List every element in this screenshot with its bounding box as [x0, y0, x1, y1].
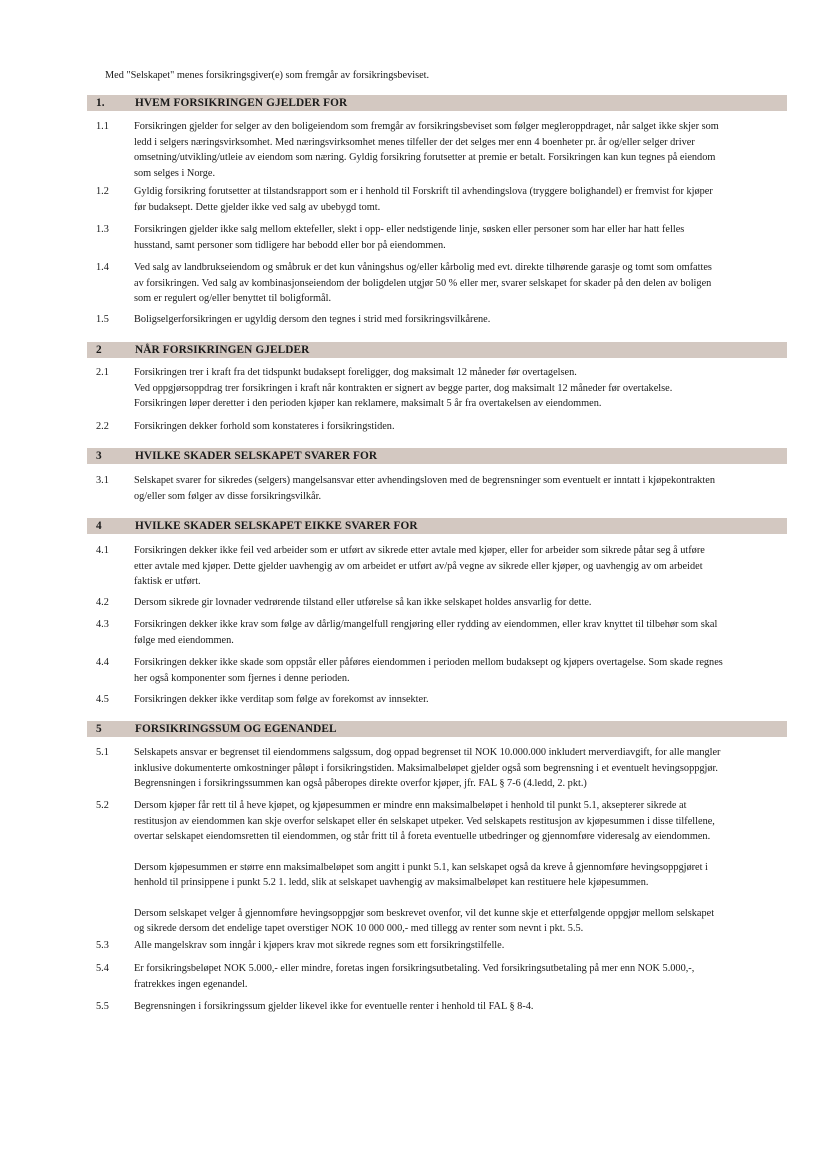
clause-number: 1.2: [96, 186, 109, 197]
clause-text: [134, 119, 774, 181]
clause-number: 2.1: [96, 367, 109, 378]
clause-number: 1.4: [96, 262, 109, 273]
clause-line: Begrensningen i forsikringssummen kan også påberopes direkte overfor kjøper, jfr. FAL § 7-6 (4.ledd, 2. pkt.): [134, 778, 587, 789]
clause-line: Begrensningen i forsikringssum gjelder likevel ikke for eventuelle renter i henhold til FAL § 8-4.: [134, 1001, 534, 1012]
clause-line: husstand, samt personer som tidligere har bebodd eller bor på eiendommen.: [134, 239, 446, 251]
clause-line: Forsikringen gjelder for selger av den boligeiendom som fremgår av forsikringsbeviset som følger megleroppdraget, når salget ikke skjer som: [134, 121, 719, 132]
clause-text: [134, 260, 774, 307]
clause-line: Ved salg av landbrukseiendom og småbruk er det kun våningshus og/eller kårbolig med evt. direkte tilhørende garasje og tomt som omfattes: [134, 262, 712, 273]
section-number: 5: [96, 723, 102, 735]
clause-number: 5.2: [96, 800, 109, 811]
clause-line: før budaksept. Dette gjelder ikke ved salg av ubebygd tomt.: [134, 201, 381, 213]
clause-text: [134, 222, 774, 253]
clause-line: Forsikringen gjelder ikke salg mellom ektefeller, slekt i opp- eller nedstigende linje, søsken eller personer som har eller har hatt felles: [134, 224, 685, 235]
clause-line: her også komponenter som fjernes i denne perioden.: [134, 672, 350, 684]
clause-number: 3.1: [96, 475, 109, 486]
clause-text: [134, 419, 774, 435]
clause-line: Dersom sikrede gir lovnader vedrørende tilstand eller utførelse så kan ikke selskapet holdes ansvarlig for dette.: [134, 597, 592, 608]
clause-line: fratrekkes ingen egenandel.: [134, 978, 248, 990]
clause-line: Alle mangelskrav som inngår i kjøpers krav mot sikrede regnes som ett forsikringstilfelle.: [134, 940, 505, 951]
section-number: 1.: [96, 97, 105, 109]
clause-line: Selskapet svarer for sikredes (selgers) mangelsansvar etter avhendingsloven med de begrensninger som eventuelt er inntatt i kjøpekontrakten: [134, 475, 716, 486]
clause-text: [134, 798, 774, 937]
section-title: HVEM FORSIKRINGEN GJELDER FOR: [135, 97, 348, 109]
section-heading-2: [87, 342, 787, 358]
intro-text: Med "Selskapet" menes forsikringsgiver(e) som fremgår av forsikringsbeviset.: [105, 70, 430, 81]
section-title: HVILKE SKADER SELSKAPET SVARER FOR: [135, 450, 378, 462]
clause-line: omsetning/utvikling/utleie av eiendom som næring. Gyldig forsikring forutsetter at premie er betalt. Forsikringen kan kun tegnes på eiendom: [134, 152, 716, 163]
clause-line: og sikrede dersom det endelige tapet overstiger NOK 10 000 000,- med tillegg av renter som nevnt i pkt. 5.5.: [134, 923, 584, 934]
clause-line: Dersom selskapet velger å gjennomføre hevingsoppgjør som beskrevet ovenfor, vil det kunne skje et etterfølgende oppgjør mellom selskapet: [134, 907, 715, 919]
clause-line: Forsikringen løper deretter i den perioden kjøper kan reklamere, maksimalt 5 år fra overtakelsen av eiendommen.: [134, 398, 602, 409]
clause-text: [134, 745, 774, 792]
section-number: 4: [96, 520, 102, 532]
clause-paragraph: [134, 906, 774, 937]
clause-number: 4.3: [96, 619, 109, 630]
section-heading-3: [87, 448, 787, 464]
clause-text: [134, 692, 774, 708]
clause-line: Selskapets ansvar er begrenset til eiendommens salgssum, dog oppad begrenset til NOK 10.000.000 inkludert merverdiavgift, for alle mangler: [134, 747, 721, 758]
clause-text: [134, 543, 774, 590]
clause-number: 1.3: [96, 224, 109, 235]
clause-line: Dersom kjøpesummen er større enn maksimalbeløpet som angitt i punkt 5.1, kan selskapet også da kreve å gjennomføre hevingsoppgjøret i: [134, 861, 708, 873]
clause-number: 1.5: [96, 314, 109, 325]
clause-line: som selges i Norge.: [134, 167, 216, 179]
clause-number: 1.1: [96, 121, 109, 132]
clause-line: Forsikringen dekker forhold som konstateres i forsikringstiden.: [134, 421, 395, 432]
clause-text: [134, 312, 774, 328]
section-number: 3: [96, 450, 102, 462]
section-number: 2: [96, 344, 102, 356]
clause-paragraph: [134, 860, 774, 891]
clause-number: 4.2: [96, 597, 109, 608]
clause-line: inklusive dokumenterte omkostninger påløpt i forsikringstiden. Maksimalbeløpet gjelder også som begrensning i et eventuelt hevingsoppgjør.: [134, 762, 718, 774]
section-heading-4: [87, 518, 787, 534]
clause-line: etter avtale med kjøper. Dette gjelder uavhengig av om arbeidet er utført av/på vegne av sikrede eller kjøper, og uavhengig av om arbeidet: [134, 560, 703, 572]
clause-line: ledd i selgers næringsvirksomhet. Med næringsvirksomhet menes tilfeller der det selges mer enn 4 boenheter pr. år og/eller selger driver: [134, 136, 695, 148]
section-heading-5: [87, 721, 787, 737]
clause-line: Ved oppgjørsoppdrag trer forsikringen i kraft når kontrakten er signert av begge parter, dog maksimalt 12 måneder før overtakelse.: [134, 382, 673, 394]
clause-number: 4.5: [96, 694, 109, 705]
clause-line: Forsikringen trer i kraft fra det tidspunkt budaksept foreligger, dog maksimalt 12 måneder før overtagelsen.: [134, 367, 577, 378]
section-title: HVILKE SKADER SELSKAPET EIKKE SVARER FOR: [135, 520, 418, 532]
clause-text: [134, 655, 774, 686]
clause-number: 4.1: [96, 545, 109, 556]
clause-line: henhold til prinsippene i punkt 5.2 1. ledd, slik at selskapet uavhengig av maksimalbeløpet kan restituere hele kjøpesummen.: [134, 877, 649, 888]
clause-text: [134, 184, 774, 215]
clause-line: Forsikringen dekker ikke verditap som følge av forekomst av innsekter.: [134, 694, 429, 705]
clause-text: [134, 938, 774, 954]
clause-line: Dersom kjøper får rett til å heve kjøpet, og kjøpesummen er mindre enn maksimalbeløpet i henhold til punkt 5.1, aksepterer sikrede at: [134, 800, 687, 811]
section-title: NÅR FORSIKRINGEN GJELDER: [135, 344, 310, 356]
clause-line: Gyldig forsikring forutsetter at tilstandsrapport som er i henhold til Forskrift til avhendingslova (tryggere bolighandel) er fremvist for kjøper: [134, 186, 713, 197]
clause-line: følge med eiendommen.: [134, 634, 234, 646]
clause-line: Boligselgerforsikringen er ugyldig dersom den tegnes i strid med forsikringsvilkårene.: [134, 314, 491, 325]
clause-line: og/eller som følger av disse forsikringsvilkår.: [134, 490, 322, 502]
clause-number: 5.5: [96, 1001, 109, 1012]
clause-number: 4.4: [96, 657, 109, 668]
clause-number: 5.1: [96, 747, 109, 758]
clause-number: 5.4: [96, 963, 109, 974]
clause-paragraph: [134, 798, 774, 845]
clause-number: 2.2: [96, 421, 109, 432]
section-heading-1: [87, 95, 787, 111]
clause-text: [134, 961, 774, 992]
clause-text: [134, 595, 774, 611]
clause-number: 5.3: [96, 940, 109, 951]
clause-text: [134, 999, 774, 1015]
clause-line: Forsikringen dekker ikke krav som følge av dårlig/mangelfull rengjøring eller rydding av eiendommen, eller krav knyttet til tilbehør som skal: [134, 619, 718, 630]
clause-line: Forsikringen dekker ikke feil ved arbeider som er utført av sikrede etter avtale med kjøper, eller for arbeider som sikrede påtar seg å utføre: [134, 545, 705, 556]
clause-line: Er forsikringsbeløpet NOK 5.000,- eller mindre, foretas ingen forsikringsutbetaling. Ved forsikringsutbetaling på mer enn NOK 5.000,-,: [134, 963, 695, 974]
clause-line: av forsikringen. Ved salg av kombinasjonseiendom der boligdelen utgjør 50 % eller mer, svarer selskapet for skader på den delen av boligen: [134, 277, 712, 289]
section-title: FORSIKRINGSSUM OG EGENANDEL: [135, 723, 337, 735]
clause-text: [134, 473, 774, 504]
clause-line: som er regulert og/eller benyttet til boligformål.: [134, 293, 332, 304]
clause-text: [134, 617, 774, 648]
clause-line: restitusjon av eiendommen kan skje overfor selskapet eller én selskapet utpeker. Ved selskapets restitusjon av kjøpesummen i disse tilfellene,: [134, 815, 715, 827]
clause-text: [134, 365, 774, 412]
clause-line: faktisk er utført.: [134, 576, 201, 587]
clause-line: Forsikringen dekker ikke skade som oppstår eller påføres eiendommen i perioden mellom budaksept og kjøpers overtagelse. Som skade regnes: [134, 657, 723, 668]
clause-line: overtar selskapet eiendomsretten til eiendommen, og står fritt til å foreta eventuelle utbedringer og gjennomføre videresalg av eiendommen.: [134, 831, 711, 842]
